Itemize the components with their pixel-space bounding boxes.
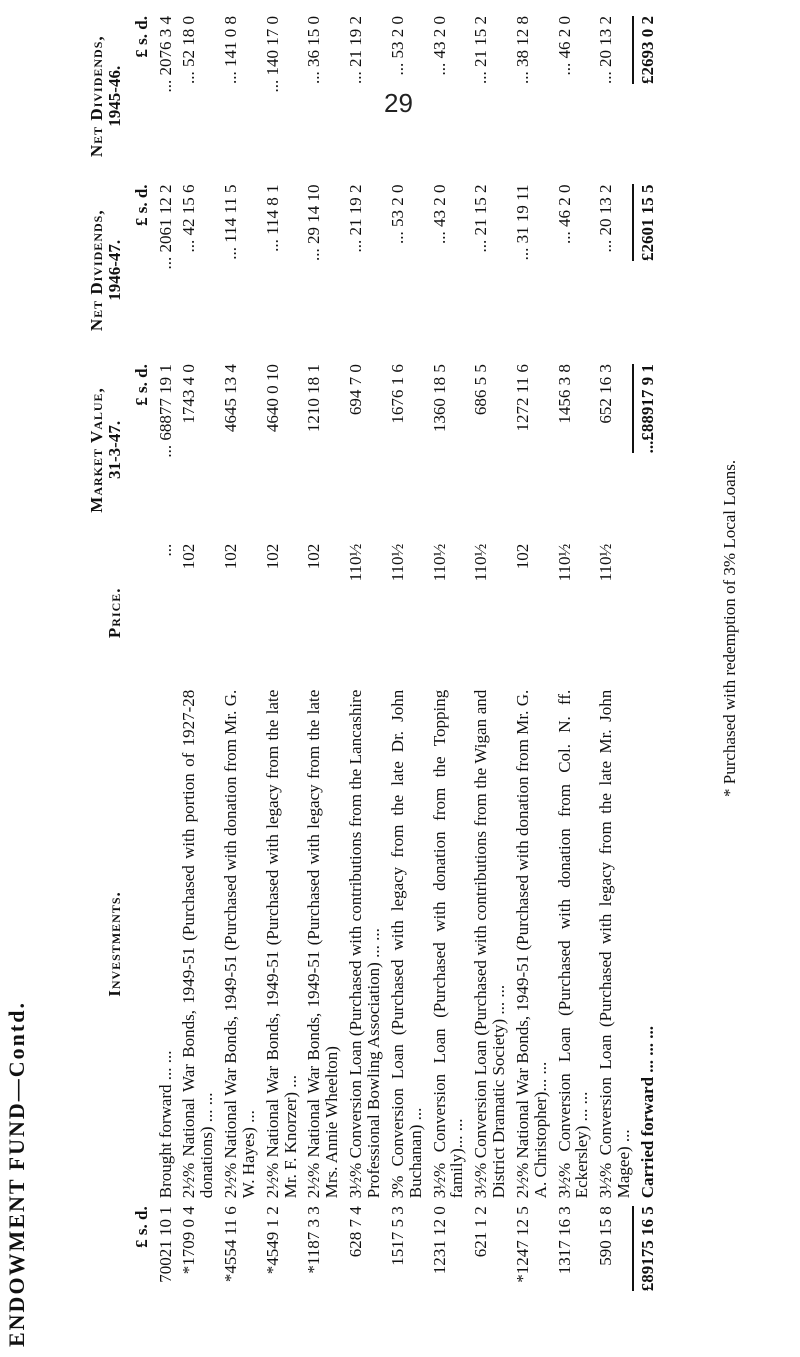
- net-dividends-1947-year: 1946-47.: [104, 239, 124, 301]
- row-investment: 3½% Conversion Loan (Purchased with contributions from the Lancashire Professional Bowling Association) ... ...: [346, 689, 383, 1199]
- price-header: Price.: [104, 587, 124, 639]
- row-market-value: ... 68877 19 1: [155, 364, 175, 458]
- market-value-units: £ s. d.: [131, 364, 151, 406]
- row-market-value: 1272 11 6: [512, 364, 532, 432]
- investment-units: [130, 686, 154, 1203]
- row-market-value: 1210 18 1: [304, 364, 324, 433]
- amount-units: £ s. d.: [131, 1206, 151, 1248]
- row-price: 102: [179, 543, 199, 570]
- total-market-value-figure: ...£88917 9 1: [632, 364, 657, 453]
- header-row: [86, 12, 130, 1337]
- row-amount: 621 1 2: [471, 1206, 491, 1258]
- row-net-dividends-1947: ... 21 19 2: [346, 184, 366, 253]
- investments-header: Investments.: [104, 891, 124, 997]
- row-amount: 628 7 4: [346, 1206, 366, 1258]
- units-row: [130, 12, 154, 1337]
- row-net-dividends-1946: ... 43 2 0: [429, 16, 449, 76]
- row-amount: *1709 0 4: [179, 1206, 199, 1275]
- row-net-dividends-1947: ... 43 2 0: [429, 184, 449, 244]
- row-net-dividends-1947: ... 21 15 2: [471, 184, 491, 253]
- row-amount: *1187 3 3: [304, 1206, 324, 1274]
- table-row: [302, 12, 344, 1337]
- table-row: [594, 12, 636, 1337]
- row-market-value: 694 7 0: [346, 364, 366, 416]
- table-row: [428, 12, 470, 1337]
- row-net-dividends-1947: ... 29 14 10: [304, 184, 324, 261]
- row-investment: Brought forward ... ...: [155, 1050, 175, 1199]
- total-amount-value: £89175 16 5: [632, 1206, 657, 1291]
- row-price: 110½: [346, 543, 366, 582]
- total-market-value: [636, 360, 660, 540]
- row-net-dividends-1946: ... 21 15 2: [471, 16, 491, 84]
- row-market-value: 1360 18 5: [429, 364, 449, 433]
- row-net-dividends-1947: ... 2061 12 2: [155, 184, 175, 270]
- row-investment: 2½% National War Bonds, 1949-51 (Purchased with legacy from the late Mr. F. Knorzer) ...: [262, 689, 300, 1199]
- row-net-dividends-1946: ... 140 17 0: [262, 16, 282, 93]
- table-row: [177, 12, 219, 1337]
- row-price: 102: [262, 543, 282, 570]
- page-number: 29: [384, 88, 413, 118]
- total-net-dividends-1947-figure: £2601 15 5: [632, 184, 657, 261]
- row-net-dividends-1946: ... 52 18 0: [179, 16, 199, 84]
- row-amount: 1231 12 0: [429, 1206, 449, 1275]
- row-price: 110½: [596, 543, 616, 582]
- row-net-dividends-1947: ... 42 15 6: [179, 184, 199, 253]
- row-investment: 3½% Conversion Loan (Purchased with donation from the Topping family)... ...: [429, 689, 467, 1199]
- row-price: 102: [512, 543, 532, 570]
- row-market-value: 1676 1 6: [387, 364, 407, 424]
- row-price: 110½: [429, 543, 449, 582]
- row-net-dividends-1946: ... 21 19 2: [346, 16, 366, 84]
- table-row: [511, 12, 553, 1337]
- total-price: [636, 540, 660, 686]
- total-label: Carried forward ... ... ...: [637, 1025, 657, 1199]
- row-amount: 1317 16 3: [554, 1206, 574, 1275]
- table-row: [344, 12, 386, 1337]
- row-net-dividends-1946: ... 53 2 0: [387, 16, 407, 76]
- price-units: [130, 540, 154, 686]
- total-net-dividends-1946: [636, 12, 660, 180]
- amount-header: [86, 1202, 130, 1337]
- carried-forward-row: [636, 12, 660, 1337]
- row-net-dividends-1946: ... 2076 3 4: [155, 16, 175, 93]
- row-investment: 2½% National War Bonds, 1949-51 (Purchased with legacy from the late Mrs. Annie Wheelton): [304, 689, 342, 1199]
- table-row: [219, 12, 261, 1337]
- net-dividends-1946-label: Net Dividends,: [87, 35, 106, 158]
- row-price: 110½: [554, 543, 574, 582]
- row-price: ...: [155, 543, 175, 557]
- total-amount: [636, 1202, 660, 1337]
- total-net-dividends-1947: [636, 180, 660, 360]
- row-market-value: 4640 0 10: [262, 364, 282, 433]
- net-dividends-1947-units: £ s. d.: [131, 184, 151, 227]
- row-amount: *1247 12 5: [512, 1206, 532, 1283]
- row-investment: 3½% Conversion Loan (Purchased with legacy from the late Mr. John Magee) ...: [596, 689, 634, 1199]
- row-market-value: 1743 4 0: [179, 364, 199, 424]
- table-row: [261, 12, 303, 1337]
- table-row: [553, 12, 595, 1337]
- table-row: [469, 12, 511, 1337]
- row-market-value: 652 16 3: [596, 364, 616, 424]
- row-net-dividends-1947: ... 46 2 0: [554, 184, 574, 244]
- total-net-dividends-1946-figure: £2693 0 2: [632, 16, 657, 84]
- market-value-header-label: Market Value,: [87, 387, 106, 513]
- row-net-dividends-1947: ... 114 11 5: [221, 184, 241, 260]
- row-net-dividends-1947: ... 20 13 2: [596, 184, 616, 253]
- row-investment: 3½% Conversion Loan (Purchased with contributions from the Wigan and District Dramatic Society) ... ...: [471, 689, 509, 1199]
- row-investment: 2½% National War Bonds, 1949-51 (Purchased with donation from Mr. G. A. Christopher)... ...: [512, 689, 550, 1199]
- net-dividends-1946-year: 1945-46.: [104, 65, 124, 127]
- endowment-fund-table: [86, 12, 660, 1337]
- row-amount: 590 15 8: [596, 1206, 616, 1266]
- net-dividends-1946-header: [86, 12, 130, 180]
- row-net-dividends-1947: ... 53 2 0: [387, 184, 407, 244]
- row-market-value: 686 5 5: [471, 364, 491, 416]
- footnote: * Purchased with redemption of 3% Local Loans.: [720, 459, 739, 797]
- row-net-dividends-1946: ... 46 2 0: [554, 16, 574, 76]
- row-market-value: 4645 13 4: [221, 364, 241, 433]
- row-investment: 2½% National War Bonds, 1949-51 (Purchased with portion of 1927-28 donations) ... ...: [179, 689, 217, 1199]
- row-price: 102: [304, 543, 324, 570]
- investment-rows: [154, 12, 636, 1337]
- table-row: [386, 12, 428, 1337]
- market-value-header: [86, 360, 130, 540]
- row-amount: *4554 11 6: [221, 1206, 241, 1283]
- net-dividends-1946-units: £ s. d.: [131, 16, 151, 58]
- document-title: ENDOWMENT FUND—Contd.: [4, 1001, 29, 1347]
- market-value-header-date: 31-3-47.: [104, 420, 124, 479]
- row-net-dividends-1946: ... 141 0 8: [221, 16, 241, 84]
- row-net-dividends-1947: ... 31 19 11: [512, 184, 532, 261]
- net-dividends-1947-label: Net Dividends,: [87, 209, 106, 332]
- row-net-dividends-1946: ... 38 12 8: [512, 16, 532, 84]
- row-amount: *4549 1 2: [262, 1206, 282, 1275]
- row-net-dividends-1947: ... 114 8 1: [262, 184, 282, 252]
- row-investment: 3% Conversion Loan (Purchased with legacy from the late Dr. John Buchanan) ...: [387, 689, 425, 1199]
- row-amount: 1517 5 3: [387, 1206, 407, 1266]
- row-price: 102: [221, 543, 241, 570]
- row-net-dividends-1946: ... 36 15 0: [304, 16, 324, 84]
- row-price: 110½: [387, 543, 407, 582]
- row-net-dividends-1946: ... 20 13 2: [596, 16, 616, 84]
- row-amount: 70021 10 1: [155, 1206, 175, 1283]
- net-dividends-1947-header: [86, 180, 130, 360]
- row-market-value: 1456 3 8: [554, 364, 574, 424]
- table-row: [154, 12, 178, 1337]
- row-investment: 2½% National War Bonds, 1949-51 (Purchased with donation from Mr. G. W. Hayes) ...: [221, 689, 258, 1199]
- row-investment: 3½% Conversion Loan (Purchased with donation from Col. N. ff. Eckersley) ... ...: [554, 689, 592, 1199]
- row-price: 110½: [471, 543, 491, 582]
